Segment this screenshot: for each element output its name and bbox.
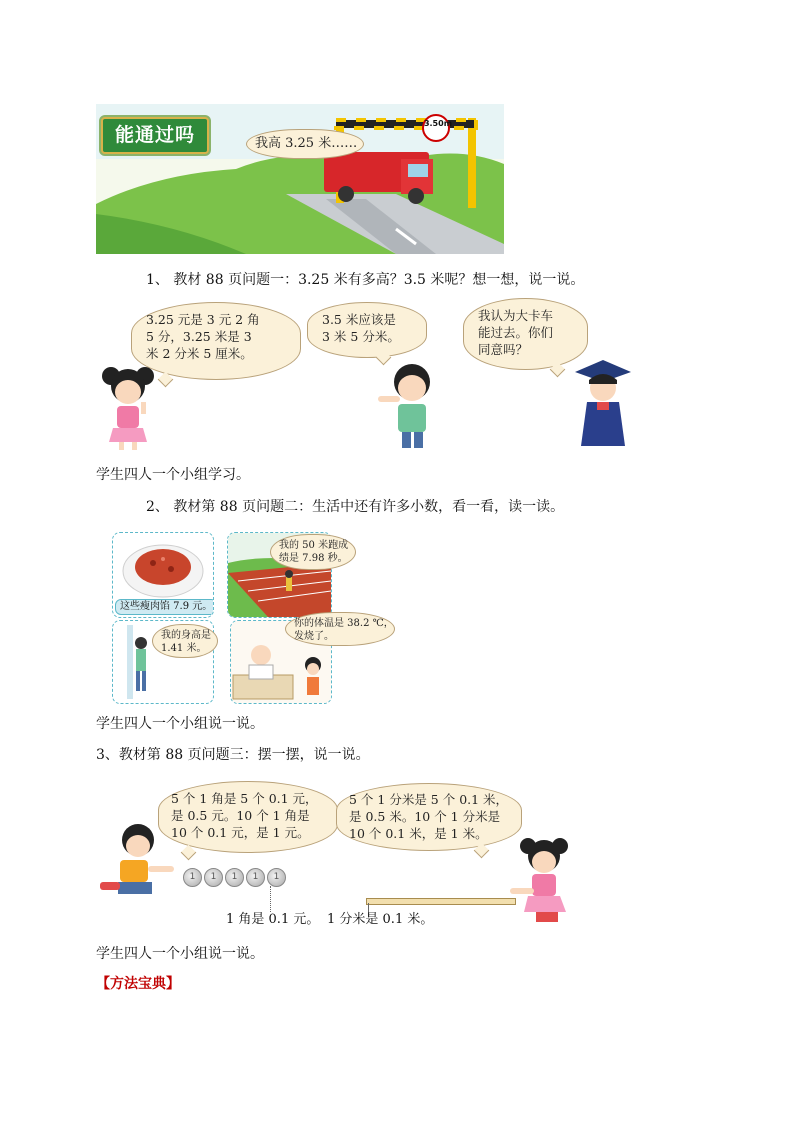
coin-icon: 1 (183, 868, 202, 887)
bubble-line: 发烧了。 (294, 631, 334, 642)
coin-row (183, 864, 288, 887)
kneeling-boy-figure (98, 822, 180, 904)
q3-note (96, 944, 264, 964)
bubble-line: 10 个 0.1 米，是 1 米。 (349, 826, 488, 841)
bubble-line: 是 0.5 元。10 个 1 角是 (171, 808, 310, 823)
meter-ruler (366, 898, 516, 905)
truck-speech-text: 我高 3.25 米…… (255, 136, 358, 151)
question-2-text: 2、 教材第 88 页问题二：生活中还有许多小数，看一看，读一读。 (146, 499, 565, 515)
bubble-line: 3.5 米应该是 (322, 312, 396, 327)
bubble-line: 我认为大卡车 (478, 308, 554, 323)
question-3 (96, 745, 370, 765)
graduate-figure (565, 350, 635, 450)
bubble-line: 5 个 1 分米是 5 个 0.1 米， (349, 792, 509, 807)
question-1 (146, 270, 584, 290)
q2-note (96, 714, 264, 734)
bubble-line: 10 个 0.1 元，是 1 元。 (171, 825, 310, 840)
bubble-line: 米 2 分米 5 厘米。 (146, 346, 253, 361)
height-speech-bubble (152, 624, 218, 658)
bubble-line: 5 个 1 角是 5 个 0.1 元， (171, 791, 318, 806)
coin-icon: 1 (267, 868, 286, 887)
badge-text: 能通过吗 (114, 124, 195, 146)
ruler-caption-text: 1 分米是 0.1 米。 (327, 912, 434, 927)
method-heading-text: 【方法宝典】 (96, 976, 180, 992)
ruler-caption (327, 910, 433, 930)
truck-speech-bubble (246, 129, 364, 159)
question-1-text: 1、 教材 88 页问题一：3.25 米有多高？3.5 米呢？想一想，说一说。 (146, 272, 585, 288)
bubble-line: 是 0.5 米。10 个 1 分米是 (349, 809, 501, 824)
bubble-line: 5 分，3.25 米是 3 (146, 329, 252, 344)
bubble-line: 能过去。你们 (478, 325, 554, 340)
bubble-line: 同意吗？ (478, 342, 529, 357)
coin-pointer-line (270, 886, 271, 912)
question-3-text: 3、教材第 88 页问题三：摆一摆，说一说。 (96, 747, 370, 763)
q1-note (96, 465, 250, 485)
running-speech-bubble (270, 534, 356, 570)
q2-note-text: 学生四人一个小组说一说。 (96, 716, 264, 732)
coin-icon: 1 (246, 868, 265, 887)
height-limit-text: 3.50m (423, 119, 453, 128)
panel-food-caption (115, 599, 214, 615)
coin-speech-bubble (158, 781, 338, 853)
q1-note-text: 学生四人一个小组学习。 (96, 467, 250, 483)
kneeling-girl-figure (506, 832, 578, 928)
boy-figure (370, 358, 445, 454)
panel-food (112, 532, 214, 618)
boy-speech-bubble (307, 302, 427, 358)
coin-icon: 1 (225, 868, 244, 887)
coin-icon: 1 (204, 868, 223, 887)
height-limit-sign (423, 117, 453, 131)
girl-figure (95, 362, 165, 454)
doctor-speech-bubble-2 (285, 612, 395, 646)
question-2 (146, 497, 564, 517)
bubble-line: 你的体温是 38.2 ℃， (294, 618, 394, 629)
bubble-line: 绩是 7.98 秒。 (279, 553, 348, 564)
bubble-line: 我的身高是 (161, 630, 211, 641)
bubble-line: 1.41 米。 (161, 643, 207, 654)
ruler-speech-bubble (336, 783, 522, 851)
bubble-line: 3.25 元是 3 元 2 角 (146, 312, 260, 327)
q3-note-text: 学生四人一个小组说一说。 (96, 946, 264, 962)
section-badge (101, 117, 209, 154)
bubble-line: 3 米 5 分米。 (322, 329, 400, 344)
coin-caption-text: 1 角是 0.1 元。 (226, 912, 320, 927)
coin-caption (226, 910, 319, 930)
bubble-line: 我的 50 米跑成 (279, 540, 349, 551)
method-heading (96, 974, 180, 994)
food-price-text: 这些瘦肉馅 7.9 元。 (120, 601, 213, 612)
